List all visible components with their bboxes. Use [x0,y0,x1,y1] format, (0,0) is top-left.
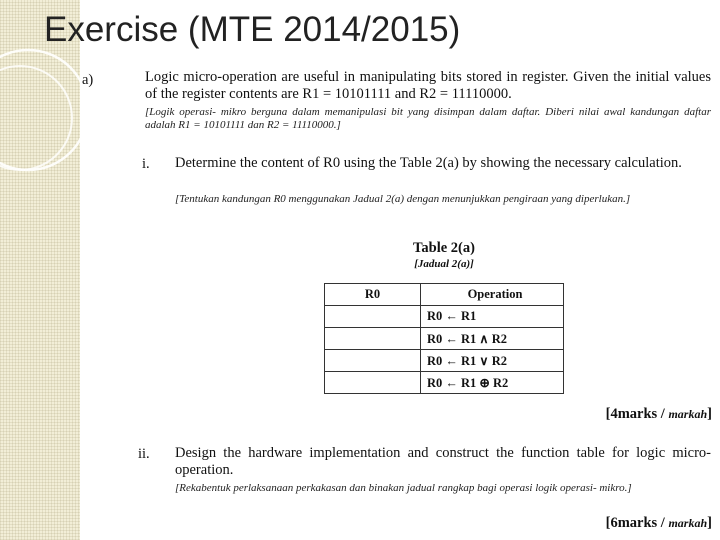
marks-close: ] [707,515,712,531]
table-header-r0: R0 [325,284,421,306]
table-header-row [325,284,564,306]
table-row [325,328,564,350]
intro-malay: [Logik operasi- mikro berguna dalam memanipulasi bit yang disimpan dalam daftar. Diberi nilai awal kandungan daftar adalah R1 = 10101111 dan R2 = 11110000.] [145,106,711,131]
r0-cell [325,328,421,350]
sub-i-label: i. [142,156,150,172]
table-row [325,372,564,394]
r0-cell [325,350,421,372]
r0-cell [325,372,421,394]
table-row [325,306,564,328]
operation-cell: R0 ← R1 [421,306,564,328]
table-row [325,350,564,372]
table-caption: Table 2(a) [413,240,475,256]
sub-i-malay: [Tentukan kandungan R0 menggunakan Jadual 2(a) dengan menunjukkan pengiraan yang diperlukan.] [175,193,631,205]
sub-ii-marks [606,515,712,532]
marks-text: [4marks / [605,406,669,422]
operation-table [324,283,564,394]
slide-title: Exercise (MTE 2014/2015) [44,10,461,49]
table-caption-malay: [Jadual 2(a)] [414,258,474,270]
operation-cell: R0 ← R1 ∧ R2 [421,328,564,350]
sub-i-marks [606,406,712,423]
r0-cell [325,306,421,328]
operation-cell: R0 ← R1 ∨ R2 [421,350,564,372]
sub-ii-label: ii. [138,446,150,462]
marks-text: [6marks / [605,515,669,531]
scanned-question [80,60,720,540]
sub-ii-malay: [Rekabentuk perlaksanaan perkakasan dan binakan jadual rangkap bagi operasi logik operasi- mikro.] [175,482,632,494]
operation-cell: R0 ← R1 ⊕ R2 [421,372,564,394]
marks-close: ] [707,406,712,422]
part-label: a) [82,72,94,88]
marks-malay: markah [668,407,708,421]
sub-ii-english: Design the hardware implementation and construct the function table for logic micro-operation. [175,445,711,478]
table-header-operation: Operation [421,284,564,306]
marks-malay: markah [668,516,708,530]
intro-english: Logic micro-operation are useful in manipulating bits stored in register. Given the initial values of the register contents are R1 = 10101111 and R2 = 11110000. [145,69,711,102]
sub-i-english: Determine the content of R0 using the Table 2(a) by showing the necessary calculation. [175,155,682,171]
